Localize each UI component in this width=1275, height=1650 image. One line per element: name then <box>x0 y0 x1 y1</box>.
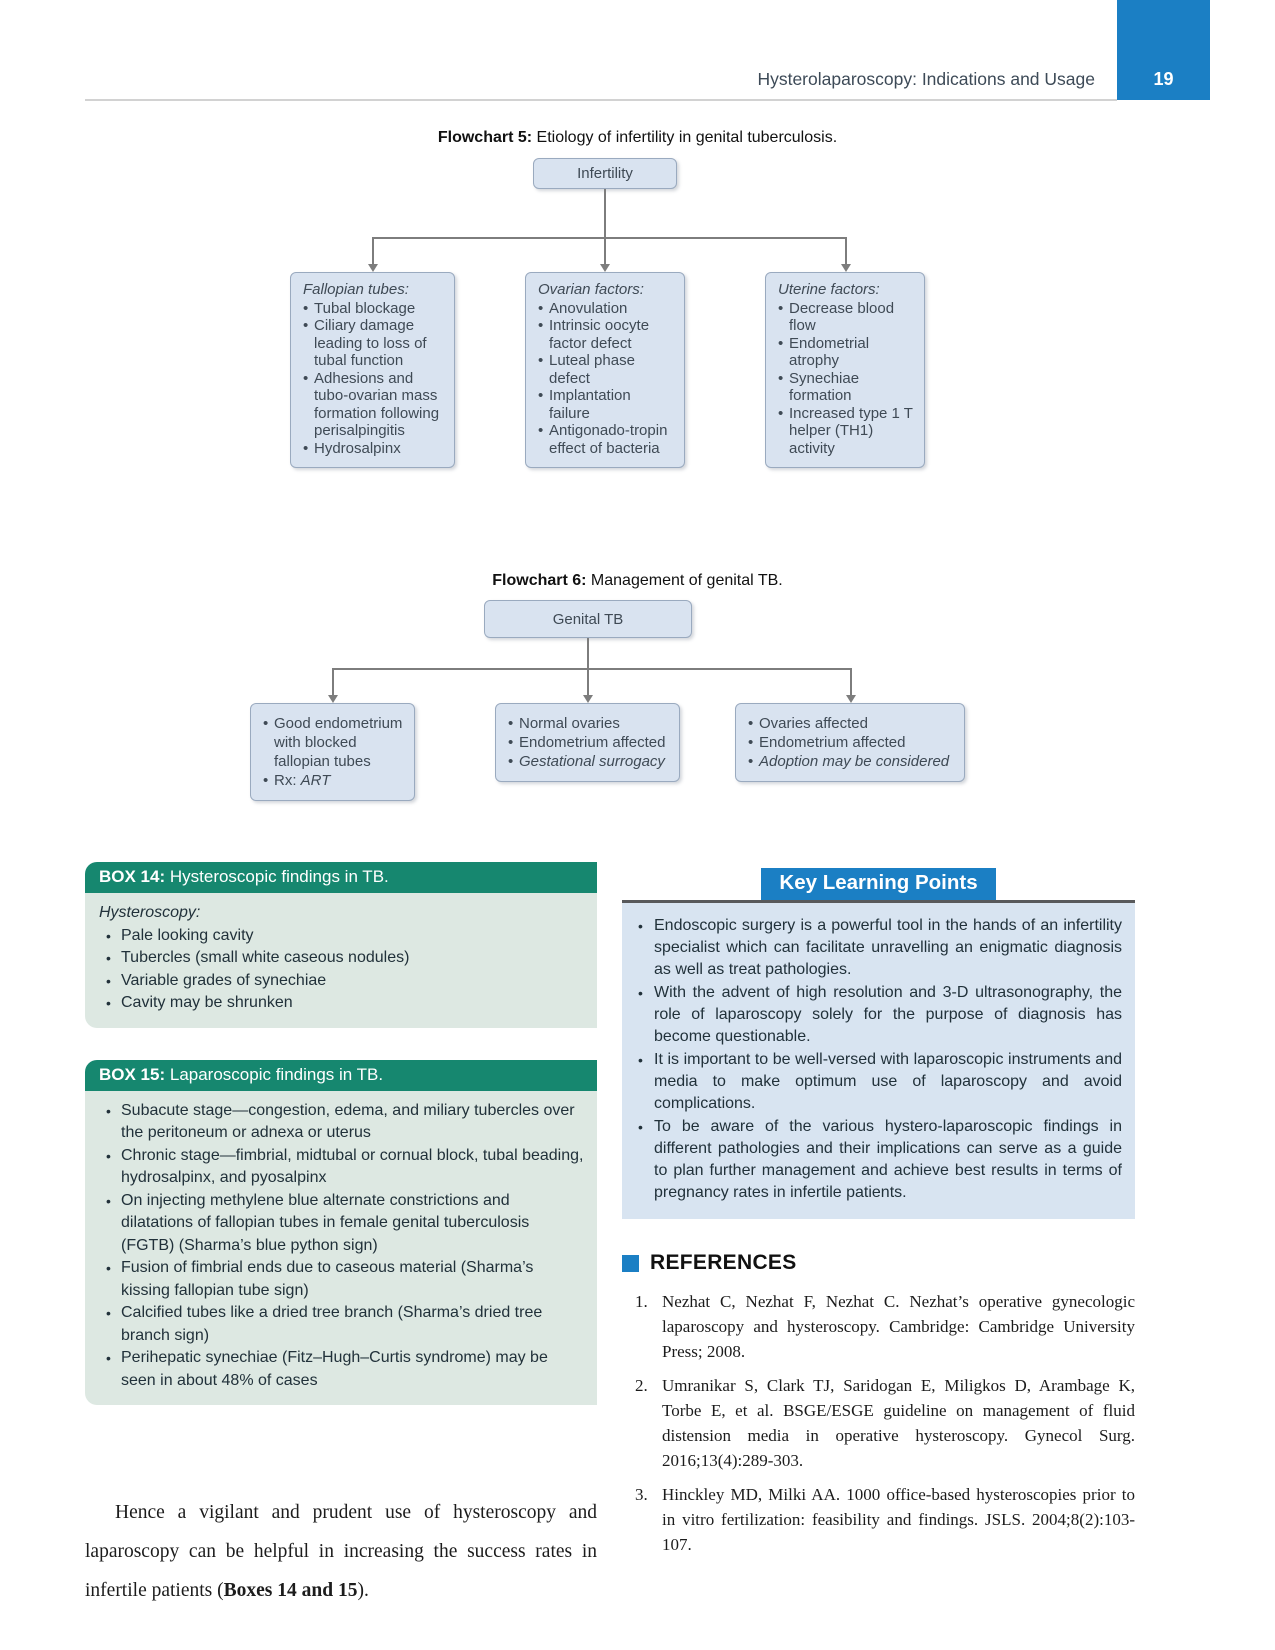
list-item: • Intrinsic oocyte factor defect <box>538 317 674 352</box>
list-item: • Chronic stage—fimbrial, midtubal or cornual block, tubal beading, hydrosalpinx, and pyosalpinx <box>99 1145 585 1190</box>
references-list <box>622 1289 1135 1557</box>
connector-arrow-icon <box>368 264 378 272</box>
key-learning-points-body <box>622 900 1135 1219</box>
list-item: • Synechiae formation <box>778 370 914 405</box>
node-list <box>508 714 669 771</box>
list-item: • Anovulation <box>538 300 674 318</box>
key-learning-points-title: Key Learning Points <box>761 868 995 900</box>
flowchart-6 <box>85 568 1190 808</box>
list-item: • Endometrial atrophy <box>778 335 914 370</box>
list-item: • Increased type 1 T helper (TH1) activity <box>778 405 914 458</box>
box-15-title: Laparoscopic findings in TB. <box>165 1064 384 1084</box>
list-item: Umranikar S, Clark TJ, Saridogan E, Miligkos D, Arambage K, Torbe E, et al. BSGE/ESGE guideline on management of fluid distension media in operative hysteroscopy. Gynecol Surg. 2016;13(4):289-303. <box>662 1376 1135 1470</box>
flowchart-5-label: Flowchart 5: <box>437 129 533 146</box>
connector-arrow-icon <box>846 695 856 703</box>
connector-line <box>372 237 374 265</box>
node-title: Ovarian factors: <box>538 281 644 298</box>
connector-line <box>587 668 589 696</box>
list-item: • Tubercles (small white caseous nodules) <box>99 947 585 970</box>
page-number: 19 <box>1153 69 1174 89</box>
box-15-body <box>85 1091 597 1406</box>
flowchart-6-root-node: Genital TB <box>484 600 692 638</box>
box-15-label: BOX 15: <box>99 1064 166 1084</box>
flowchart-5-node-ovarian-factors <box>525 272 685 468</box>
list-item: • Endoscopic surgery is a powerful tool in the hands of an infertility specialist which can facilitate unravelling an enigmatic diagnosis as well as treat pathologies. <box>635 915 1122 981</box>
box-15-header <box>85 1060 597 1091</box>
list-item: • Tubal blockage <box>303 300 444 318</box>
node-list <box>538 300 674 458</box>
list-item: • Perihepatic synechiae (Fitz–Hugh–Curtis syndrome) may be seen in about 48% of cases <box>99 1347 585 1392</box>
connector-line <box>604 189 606 237</box>
closing-paragraph: Hence a vigilant and prudent use of hysteroscopy and laparoscopy can be helpful in increasing the success rates in infertile patients (Boxes 14 and 15). <box>85 1502 597 1601</box>
connector-line <box>372 237 847 239</box>
connector-line <box>845 237 847 265</box>
node-list <box>778 300 914 458</box>
list-item: • To be aware of the various hystero-laparoscopic findings in different pathologies and their implications can serve as a guide to plan further management and achieve best results in terms of pregnancy rates in infertile patients. <box>635 1116 1122 1204</box>
list-item: • Normal ovaries <box>508 714 669 733</box>
list-item: • Decrease blood flow <box>778 300 914 335</box>
right-column <box>622 862 1135 1566</box>
box-15 <box>85 1060 597 1406</box>
node-list <box>263 714 404 790</box>
references-heading <box>622 1251 1135 1275</box>
list-item: • Adhesions and tubo-ovarian mass formation following perisalpingitis <box>303 370 444 440</box>
list-item: Hinckley MD, Milki AA. 1000 office-based hysteroscopies prior to in vitro fertilization: feasibility and findings. JSLS. 2004;8(2):103-107. <box>662 1485 1135 1554</box>
section-marker-icon <box>622 1255 639 1272</box>
list-item: Nezhat C, Nezhat F, Nezhat C. Nezhat’s operative gynecologic laparoscopy and hysteroscopy. Cambridge: Cambridge University Press; 2008. <box>662 1292 1135 1361</box>
box-15-list <box>99 1100 585 1393</box>
flowchart-5-node-uterine-factors <box>765 272 925 468</box>
flowchart-5 <box>85 125 1190 555</box>
key-learning-points <box>622 868 1135 1219</box>
header-divider <box>85 99 1117 101</box>
box-14-lead: Hysteroscopy: <box>99 904 201 921</box>
flowchart-5-node-fallopian-tubes <box>290 272 455 468</box>
node-title: Fallopian tubes: <box>303 281 409 298</box>
list-item: • Subacute stage—congestion, edema, and miliary tubercles over the peritoneum or adnexa or uterus <box>99 1100 585 1145</box>
list-item: • With the advent of high resolution and 3-D ultrasonography, the role of laparoscopy solely for the purpose of diagnosis has become questionable. <box>635 982 1122 1048</box>
connector-line <box>332 668 334 696</box>
box-14-title: Hysteroscopic findings in TB. <box>165 867 389 886</box>
connector-arrow-icon <box>841 264 851 272</box>
flowchart-5-caption-text: Etiology of infertility in genital tuberculosis. <box>532 129 838 146</box>
list-item: • Ovaries affected <box>748 714 954 733</box>
flowchart-6-label: Flowchart 6: <box>492 572 587 589</box>
connector-arrow-icon <box>600 264 610 272</box>
node-list <box>748 714 954 771</box>
list-item: • Implantation failure <box>538 387 674 422</box>
list-item: • Pale looking cavity <box>99 925 585 948</box>
box-14-body <box>85 893 597 1028</box>
box-14-header <box>85 862 597 893</box>
list-item: • Antigonado-tropin effect of bacteria <box>538 422 674 457</box>
list-item: • Luteal phase defect <box>538 352 674 387</box>
flowchart-6-caption-text: Management of genital TB. <box>586 572 783 589</box>
connector-line <box>604 237 606 265</box>
box-14-label: BOX 14: <box>99 867 166 886</box>
connector-line <box>332 668 852 670</box>
connector-line <box>587 638 589 668</box>
list-item: • Rx: ART <box>263 771 404 790</box>
flowchart-6-caption <box>85 572 1190 590</box>
list-item: • Adoption may be considered <box>748 752 954 771</box>
list-item: • Endometrium affected <box>508 733 669 752</box>
list-item: • Endometrium affected <box>748 733 954 752</box>
references-title: REFERENCES <box>650 1251 797 1274</box>
box-14-list <box>99 925 585 1015</box>
list-item: • Calcified tubes like a dried tree branch (Sharma’s dried tree branch sign) <box>99 1302 585 1347</box>
flowchart-5-caption <box>85 129 1190 147</box>
list-item: • Cavity may be shrunken <box>99 992 585 1015</box>
box-14 <box>85 862 597 1028</box>
running-header-title: Hysterolaparoscopy: Indications and Usage <box>757 69 1095 89</box>
page-number-badge <box>1117 0 1210 100</box>
connector-line <box>850 668 852 696</box>
list-item: • Gestational surrogacy <box>508 752 669 771</box>
flowchart-6-node-art <box>250 703 415 801</box>
list-item: • Good endometrium with blocked fallopian tubes <box>263 714 404 771</box>
key-learning-points-list <box>635 915 1122 1204</box>
left-column <box>85 862 597 1610</box>
connector-arrow-icon <box>328 695 338 703</box>
flowchart-5-root-node: Infertility <box>533 158 677 189</box>
list-item: • Variable grades of synechiae <box>99 970 585 993</box>
list-item: • Ciliary damage leading to loss of tubal function <box>303 317 444 370</box>
node-title: Uterine factors: <box>778 281 880 298</box>
list-item: • Hydrosalpinx <box>303 440 444 458</box>
list-item: • On injecting methylene blue alternate constrictions and dilatations of fallopian tubes in female genital tuberculosis (FGTB) (Sharma’s blue python sign) <box>99 1190 585 1258</box>
flowchart-6-node-adoption <box>735 703 965 782</box>
list-item: • Fusion of fimbrial ends due to caseous material (Sharma’s kissing fallopian tube sign) <box>99 1257 585 1302</box>
flowchart-6-node-surrogacy <box>495 703 680 782</box>
list-item: • It is important to be well-versed with laparoscopic instruments and media to make optimum use of laparoscopy and avoid complications. <box>635 1049 1122 1115</box>
connector-arrow-icon <box>583 695 593 703</box>
node-list <box>303 300 444 458</box>
